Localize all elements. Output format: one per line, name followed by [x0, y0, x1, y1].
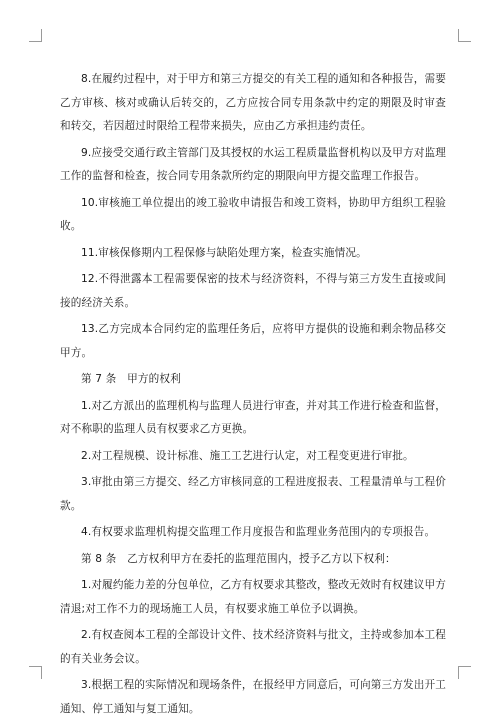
paragraph-clause-6-13: 13.乙方完成本合同约定的监理任务后，应将甲方提供的设施和剩余物品移交甲方。 [60, 323, 446, 359]
section-heading-article-8: 第 8 条 乙方权利甲方在委托的监理范围内，授予乙方以下权利： [81, 552, 396, 565]
crop-mark-bottom-left [29, 666, 42, 679]
section-heading-article-7: 第 7 条 甲方的权利 [81, 373, 181, 385]
crop-mark-bottom-right [458, 666, 471, 679]
paragraph-clause-6-11: 11.审核保修期内工程保修与缺陷处理方案，检查实施情况。 [81, 246, 367, 259]
crop-mark-top-right [458, 29, 471, 42]
paragraph-clause-6-10: 10.审核施工单位提出的竣工验收申请报告和竣工资料，协助甲方组织工程验收。 [60, 196, 446, 232]
paragraph-clause-8-1: 1.对履约能力差的分包单位，乙方有权要求其整改，整改无效时有权建议甲方清退;对工作不力的现场施工人员，有权要求施工单位予以调换。 [60, 579, 446, 615]
paragraph-clause-6-9: 9.应接受交通行政主管部门及其授权的水运工程质量监督机构以及甲方对监理工作的监督和检查，按合同专用条款所约定的期限向甲方提交监理工作报告。 [60, 146, 446, 182]
paragraph-clause-7-1: 1.对乙方派出的监理机构与监理人员进行审查，并对其工作进行检查和监督，对不称职的监理人员有权要求乙方更换。 [60, 399, 446, 435]
document-body [60, 68, 446, 721]
paragraph-clause-7-3: 3.审批由第三方提交、经乙方审核同意的工程进度报表、工程量清单与工程价款。 [60, 476, 446, 512]
paragraph-clause-6-8: 8.在履约过程中，对于甲方和第三方提交的有关工程的通知和各种报告，需要乙方审核、核对或确认后转交的，乙方应按合同专用条款中约定的期限及时审查和转交，若因超过时限给工程带来损失，应由乙方承担违约责任。 [60, 73, 446, 132]
paragraph-clause-8-3: 3.根据工程的实际情况和现场条件，在报经甲方同意后，可向第三方发出开工通知、停工通知与复工通知。 [60, 679, 446, 715]
paragraph-clause-7-2: 2.对工程规模、设计标准、施工工艺进行认定，对工程变更进行审批。 [81, 449, 414, 462]
crop-mark-top-left [29, 29, 42, 42]
paragraph-clause-6-12: 12.不得泄露本工程需要保密的技术与经济资料，不得与第三方发生直接或间接的经济关系。 [60, 273, 446, 309]
paragraph-clause-8-2: 2.有权查阅本工程的全部设计文件、技术经济资料与批文，主持或参加本工程的有关业务会议。 [60, 629, 446, 665]
paragraph-clause-7-4: 4.有权要求监理机构提交监理工作月度报告和监理业务范围内的专项报告。 [81, 526, 436, 538]
